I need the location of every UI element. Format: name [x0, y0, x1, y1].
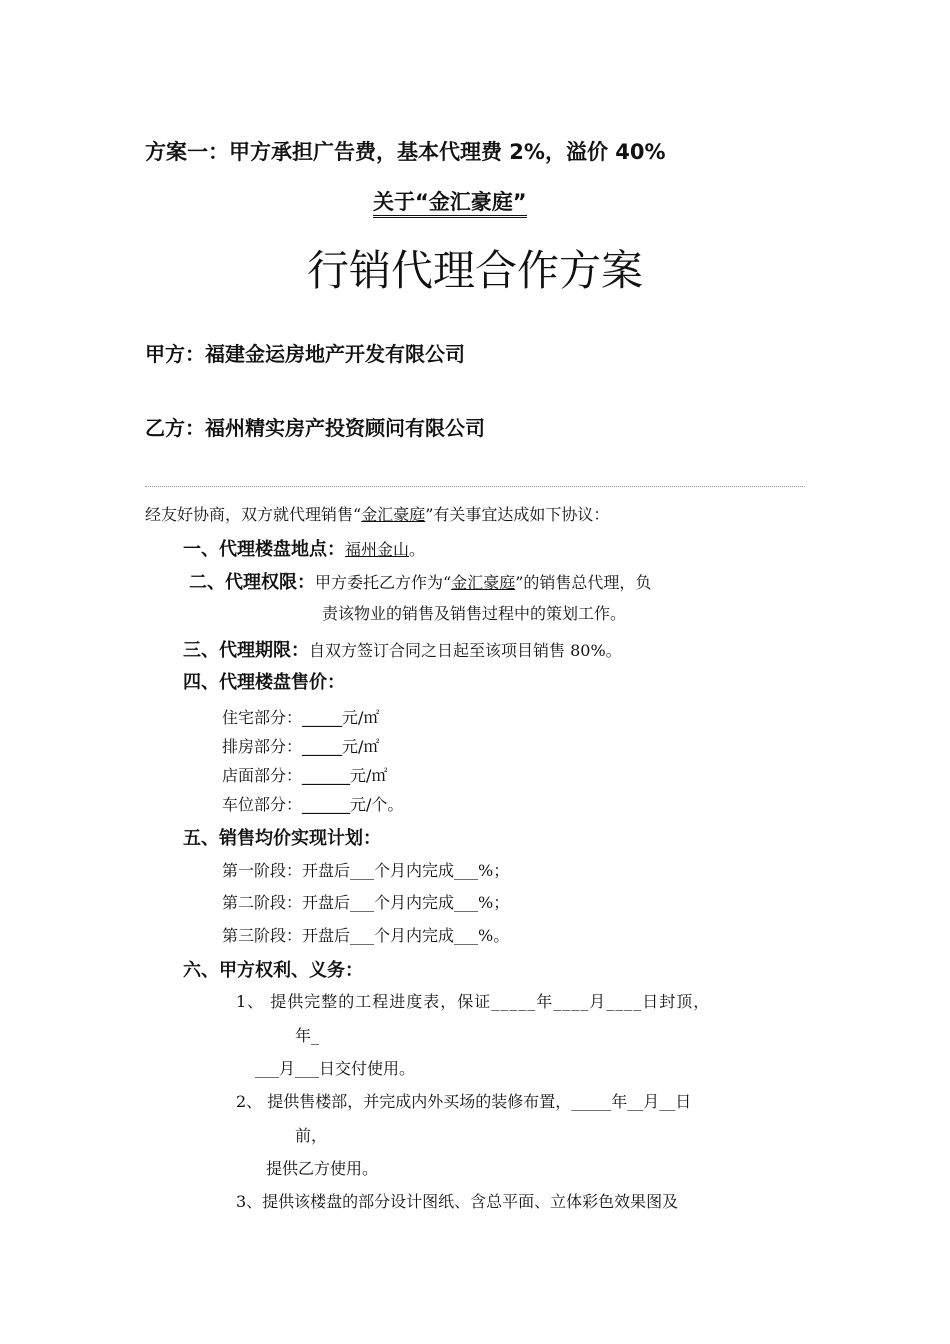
obligation-1: 1、 提供完整的工程进度表，保证_____年____月____日封顶， [236, 992, 711, 1011]
obligation-2-cont: 前， [295, 1126, 328, 1145]
section-1-location: 福州金山 [345, 540, 410, 559]
section-2-pre: 甲方委托乙方作为“ [315, 573, 452, 592]
stage-3: 第三阶段：开盘后___个月内完成___%。 [222, 926, 510, 945]
intro-paragraph [145, 502, 609, 525]
page-title: 行销代理合作方案 [306, 246, 643, 295]
obligation-2-cont2: 提供乙方使用。 [266, 1159, 379, 1178]
stage-1: 第一阶段：开盘后___个月内完成___%； [222, 861, 510, 880]
price-storefront: 店面部分：______元/㎡ [222, 766, 388, 785]
section-1 [183, 535, 425, 561]
party-b-line: 乙方：福州精实房产投资顾问有限公司 [145, 416, 485, 440]
project-name: 金汇豪庭 [361, 505, 426, 524]
section-5-heading: 五、销售均价实现计划： [183, 828, 381, 849]
intro-pre: 经友好协商，双方就代理销售“ [145, 505, 362, 524]
section-2-continuation: 责该物业的销售及销售过程中的策划工作。 [322, 604, 627, 623]
section-1-end: 。 [409, 540, 426, 559]
intro-post: ”有关事宜达成如下协议： [425, 505, 610, 524]
section-2-heading: 二、代理权限： [189, 572, 315, 593]
obligation-3: 3、提供该楼盘的部分设计图纸、含总平面、立体彩色效果图及 [236, 1192, 679, 1211]
section-3-heading: 三、代理期限： [183, 640, 309, 661]
stage-2: 第二阶段：开盘后___个月内完成___%； [222, 893, 510, 912]
section-divider [145, 486, 805, 487]
section-3 [183, 636, 622, 662]
obligation-1-cont2: ___月___日交付使用。 [255, 1059, 416, 1078]
obligation-2: 2、 提供售楼部，并完成内外买场的装修布置，_____年__月__日 [236, 1092, 692, 1111]
section-1-heading: 一、代理楼盘地点： [183, 539, 345, 560]
price-residential: 住宅部分：_____元/㎡ [222, 708, 380, 727]
section-2 [189, 568, 651, 594]
project-about-heading [373, 186, 527, 216]
price-parking: 车位部分：______元/个。 [222, 795, 404, 814]
section-2-post: ”的销售总代理，负 [515, 573, 652, 592]
section-4-heading: 四、代理楼盘售价： [183, 672, 345, 693]
project-about-text: 关于“金汇豪庭” [373, 190, 527, 218]
section-6-heading: 六、甲方权利、义务： [183, 960, 363, 981]
obligation-1-cont: 年_ [295, 1026, 320, 1045]
scheme-heading: 方案一：甲方承担广告费，基本代理费 2%，溢价 40% [145, 140, 666, 164]
section-2-project-name: 金汇豪庭 [451, 573, 516, 592]
party-a-line: 甲方：福建金运房地产开发有限公司 [145, 342, 465, 366]
section-3-text: 自双方签订合同之日起至该项目销售 80%。 [309, 641, 622, 660]
price-row-house: 排房部分：_____元/㎡ [222, 737, 380, 756]
